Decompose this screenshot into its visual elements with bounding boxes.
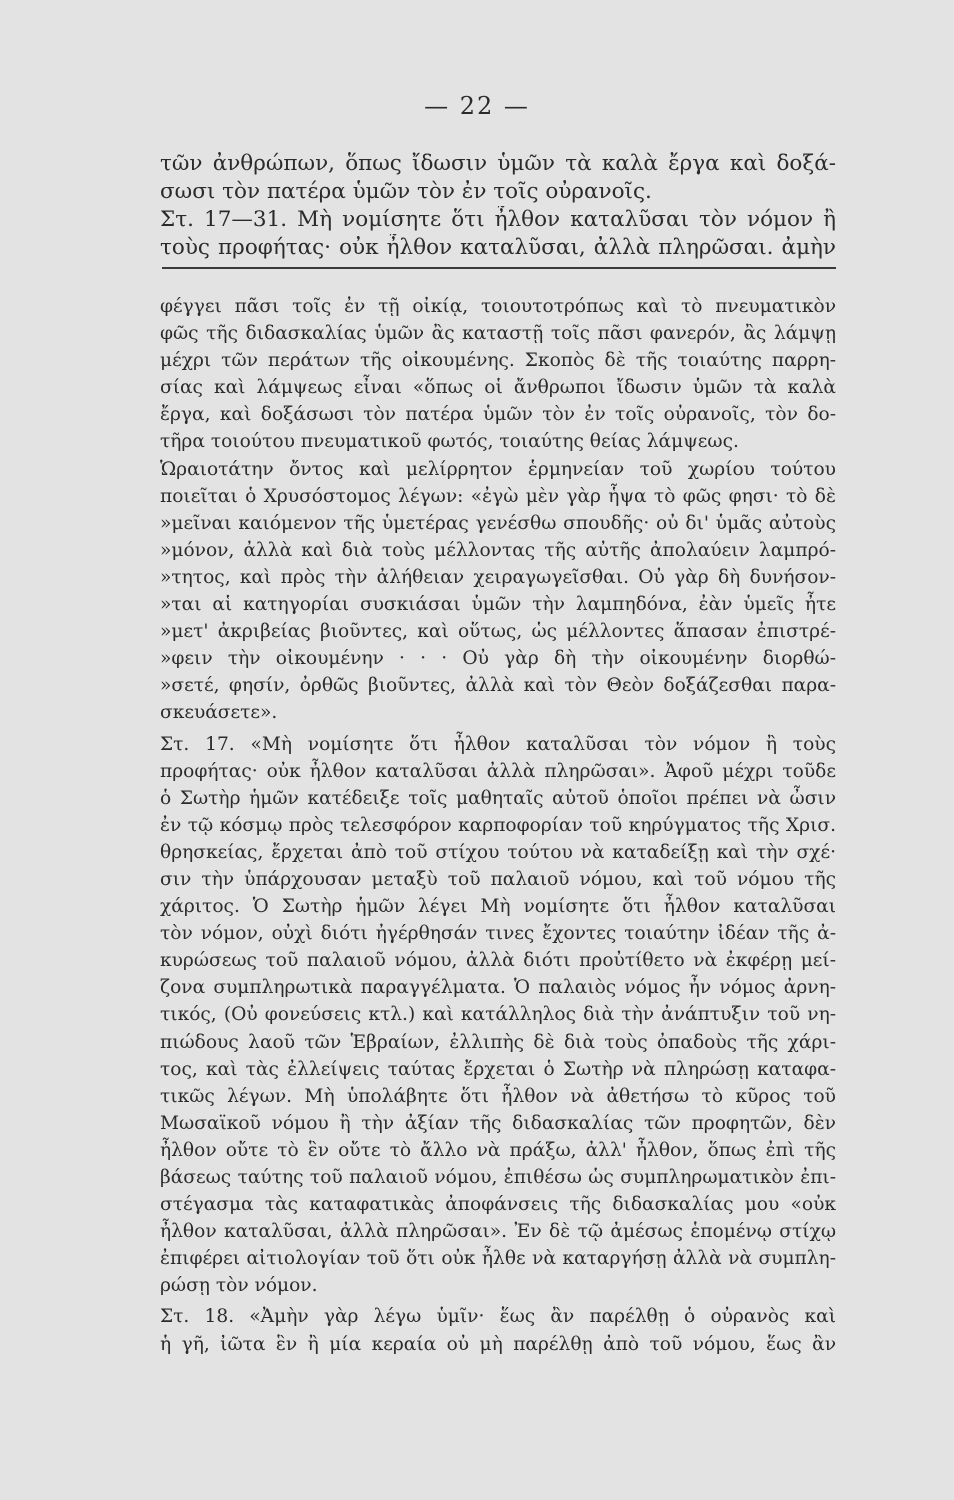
commentary-line: »μετ' ἀκριβείας βιοῦντες, καὶ οὕτως, ὡς μέλλοντες ἅπασαν ἐπιστρέ- [160,621,836,643]
scripture-line: σωσι τὸν πατέρα ὑμῶν τὸν ἐν τοῖς οὐρανοῖς. [160,179,652,204]
commentary-line: φέγγει πᾶσι τοῖς ἐν τῇ οἰκίᾳ, τοιουτοτρόπως καὶ τὸ πνευματικὸν [160,296,836,317]
commentary-line: »τητος, καὶ πρὸς τὴν ἀλήθειαν χειραγωγεῖσθαι. Οὐ γὰρ δὴ δυνήσον- [160,566,836,588]
commentary-line: στέγασμα τὰς καταφατικὰς ἀποφάνσεις τῆς διδασκαλίας μου «οὐκ [160,1194,836,1216]
commentary-line: Μωσαϊκοῦ νόμου ἢ τὴν ἀξίαν τῆς διδασκαλίας τῶν προφητῶν, δὲν [160,1112,836,1134]
commentary-line: τῆρα τοιούτου πνευματικοῦ φωτός, τοιαύτης θείας λάμψεως. [160,431,739,453]
commentary-line: ζονα συμπληρωτικὰ παραγγέλματα. Ὁ παλαιὸς νόμος ἦν νόμος ἀρνη- [160,977,836,999]
commentary-line: Στ. 18. «Ἀμὴν γὰρ λέγω ὑμῖν· ἕως ἂν παρέλθῃ ὁ οὐρανὸς καὶ [160,1306,836,1328]
scripture-line: Στ. 17—31. Μὴ νομίσητε ὅτι ἦλθον καταλῦσαι τὸν νόμον ἢ [160,207,836,232]
commentary-text [160,293,836,1358]
commentary-line: »ται αἱ κατηγορίαι συσκιάσαι ὑμῶν τὴν λαμπηδόνα, ἐὰν ὑμεῖς ἦτε [160,594,836,616]
commentary-line: »φειν τὴν οἰκουμένην · · · Οὐ γὰρ δὴ τὴν οἰκουμένην διορθώ- [160,648,836,670]
commentary-line: ἐπιφέρει αἰτιολογίαν τοῦ ὅτι οὐκ ἦλθε νὰ καταργήσῃ ἀλλὰ νὰ συμπλη- [160,1248,836,1270]
commentary-line: σκευάσετε». [160,702,278,724]
commentary-line: ὁ Σωτὴρ ἡμῶν κατέδειξε τοῖς μαθηταῖς αὐτοῦ ὁποῖοι πρέπει νὰ ὦσιν [160,787,836,809]
commentary-line: προφήτας· οὐκ ἦλθον καταλῦσαι ἀλλὰ πληρῶσαι». Ἀφοῦ μέχρι τοῦδε [160,760,836,782]
commentary-line: ρώσῃ τὸν νόμον. [160,1275,318,1297]
commentary-line: ἡ γῆ, ἰῶτα ἓν ἢ μία κεραία οὐ μὴ παρέλθῃ ἀπὸ τοῦ νόμου, ἕως ἂν [160,1333,836,1355]
commentary-line: μέχρι τῶν περάτων τῆς οἰκουμένης. Σκοπὸς δὲ τῆς τοιαύτης παρρη- [160,350,836,372]
commentary-line: σιν τὴν ὑπάρχουσαν μεταξὺ τοῦ παλαιοῦ νόμου, καὶ τοῦ νόμου τῆς [160,868,836,890]
scripture-line: τοὺς προφήτας· οὐκ ἦλθον καταλῦσαι, ἀλλὰ πληρῶσαι. ἀμὴν [160,235,836,260]
commentary-line: Ὡραιοτάτην ὄντος καὶ μελίρρητον ἑρμηνείαν τοῦ χωρίου τούτου [160,458,836,480]
commentary-line: ἔργα, καὶ δοξάσωσι τὸν πατέρα ὑμῶν τὸν ἐν τοῖς οὐρανοῖς, τὸν δο- [160,404,836,426]
scripture-line: τῶν ἀνθρώπων, ὅπως ἴδωσιν ὑμῶν τὰ καλὰ ἔργα καὶ δοξά- [160,151,836,176]
scripture-text [160,150,836,262]
commentary-line: »σετέ, φησίν, ὀρθῶς βιοῦντες, ἀλλὰ καὶ τὸν Θεὸν δοξάζεσθαι παρα- [160,675,836,697]
commentary-line: »μόνον, ἀλλὰ καὶ διὰ τοὺς μέλλοντας τῆς αὐτῆς ἀπολαύειν λαμπρό- [160,539,836,561]
commentary-line: χάριτος. Ὁ Σωτὴρ ἡμῶν λέγει Μὴ νομίσητε ὅτι ἦλθον καταλῦσαι [160,896,836,918]
commentary-line: ἦλθον οὔτε τὸ ἓν οὔτε τὸ ἄλλο νὰ πράξω, ἀλλ' ἦλθον, ὅπως ἐπὶ τῆς [160,1139,836,1161]
commentary-line: τικῶς λέγων. Μὴ ὑπολάβητε ὅτι ἦλθον νὰ ἀθετήσω τὸ κῦρος τοῦ [160,1085,836,1107]
commentary-line: ἦλθον καταλῦσαι, ἀλλὰ πληρῶσαι». Ἐν δὲ τῷ ἀμέσως ἑπομένῳ στίχῳ [160,1221,836,1243]
commentary-line: ποιεῖται ὁ Χρυσόστομος λέγων: «ἐγὼ μὲν γὰρ ἧψα τὸ φῶς φησι· τὸ δὲ [160,485,836,507]
separator-rule [162,267,836,269]
commentary-line: σίας καὶ λάμψεως εἶναι «ὅπως οἱ ἄνθρωποι ἴδωσιν ὑμῶν τὰ καλὰ [160,377,836,399]
commentary-line: κυρώσεως τοῦ παλαιοῦ νόμου, ἀλλὰ διότι προὐτίθετο νὰ ἐκφέρῃ μεί- [160,950,836,972]
commentary-line: Στ. 17. «Μὴ νομίσητε ὅτι ἦλθον καταλῦσαι τὸν νόμον ἢ τοὺς [160,733,836,755]
commentary-line: πιώδους λαοῦ τῶν Ἑβραίων, ἐλλιπὴς δὲ διὰ τοὺς ὀπαδοὺς τῆς χάρι- [160,1031,836,1053]
commentary-line: φῶς τῆς διδασκαλίας ὑμῶν ἂς καταστῇ τοῖς πᾶσι φανερόν, ἂς λάμψῃ [160,323,836,345]
page-number: — 22 — [424,92,530,120]
commentary-line: θρησκείας, ἔρχεται ἀπὸ τοῦ στίχου τούτου νὰ καταδείξῃ καὶ τὴν σχέ· [160,841,836,863]
commentary-line: τὸν νόμον, οὐχὶ διότι ἠγέρθησάν τινες ἔχοντες τοιαύτην ἰδέαν τῆς ἀ- [160,923,836,945]
commentary-line: βάσεως ταύτης τοῦ παλαιοῦ νόμου, ἐπιθέσω ὡς συμπληρωματικὸν ἐπι- [160,1167,836,1188]
commentary-line: ἐν τῷ κόσμῳ πρὸς τελεσφόρον καρποφορίαν τοῦ κηρύγματος τῆς Χρισ. [160,814,836,836]
commentary-line: τος, καὶ τὰς ἐλλείψεις ταύτας ἔρχεται ὁ Σωτὴρ νὰ πληρώσῃ καταφα- [160,1058,836,1080]
commentary-line: »μεῖναι καιόμενον τῆς ὑμετέρας γενέσθω σπουδῆς· οὐ δι' ὑμᾶς αὐτοὺς [160,512,836,534]
commentary-line: τικός, (Οὐ φονεύσεις κτλ.) καὶ κατάλληλος διὰ τὴν ἀνάπτυξιν τοῦ νη- [160,1004,836,1026]
